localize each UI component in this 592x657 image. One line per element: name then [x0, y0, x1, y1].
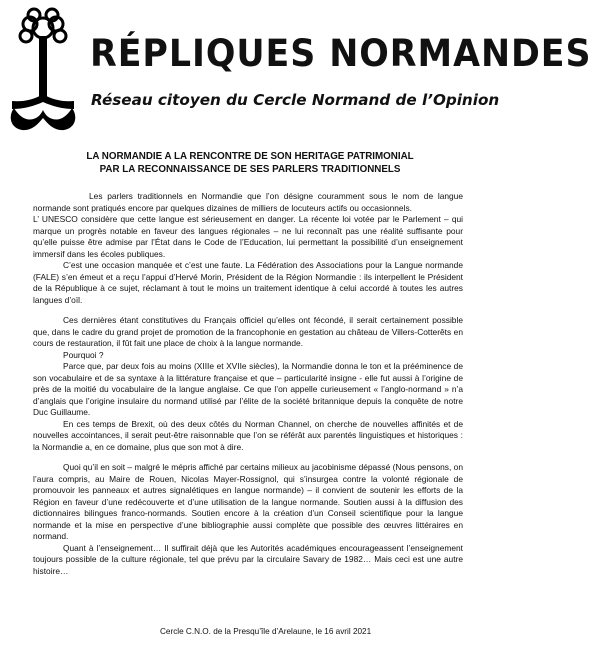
paragraph: Les parlers traditionnels en Normandie que l’on désigne couramment sous le nom de langue normande sont pratiqués encore par quelques dizaines de milliers de locuteurs actifs ou occasionnels. — [33, 191, 463, 213]
masthead-title: RÉPLIQUES NORMANDES — [90, 32, 592, 75]
paragraph: En ces temps de Brexit, où des deux côtés du Norman Channel, on cherche de nouvelles affinités et de nouvelles accointances, il serait peut-être raisonnable que l’on se référât aux parentés linguistiques et historiques : la Normandie a, en ce domaine, plus que son mot à dire. — [33, 418, 463, 452]
document-title-line-2: PAR LA RECONNAISSANCE DE SES PARLERS TRADITIONNELS — [99, 164, 401, 175]
paragraph: C’est une occasion manquée et c’est une faute. La Fédération des Associations pour la Langue normande (FALE) s’en émeut et a reçu l’appui d’Hervé Morin, Président de la Région Normandie : ils interpellent le Président de la République à ce sujet, réclamant à tout le moins un traitement identique à celui accordé à toutes les autres langues d’oïl. — [33, 260, 463, 305]
document-title — [40, 150, 460, 176]
paragraph: Parce que, par deux fois au moins (XIIIe et XVIIe siècles), la Normandie donna le ton et la prééminence de son vocabulaire et de sa syntaxe à la littérature française et que – particularité insigne - elle fut aussi à l’origine de près de la moitié du vocabulaire de la langue anglaise. Ce que l’on appelle curieusement « l’anglo-normand » n’a d’anglais que l’origine insulaire du normand utilisé par l’élite de la société britannique depuis la conquête de notre Duc Guillaume. — [33, 361, 463, 417]
paragraph: Quoi qu’il en soit – malgré le mépris affiché par certains milieux au jacobinisme dépassé (Nous pensons, on l’aura compris, au Maire de Rouen, Nicolas Mayer-Rossignol, qui s’insurgea contre la volonté régionale de promouvoir les panneaux et autres signalétiques en langue normande) – il convient de soutenir les efforts de la Région en faveur d’une redécouverte et d’une utilisation de la langue normande. Soutien aussi à la diffusion des dictionnaires bilingues franco-normands. Soutien encore à la création d’un Conseil scientifique pour la langue normande et la mise en perspective d’une bibliographie aussi complète que possible des œuvres littéraires en normand. — [33, 462, 463, 541]
oak-tree-emblem-icon — [4, 6, 82, 134]
masthead — [0, 0, 592, 140]
signature-line: Cercle C.N.O. de la Presqu’île d’Arelaune, le 16 avril 2021 — [160, 627, 372, 636]
paragraph: Ces dernières étant constitutives du Français officiel qu’elles ont fécondé, il serait certainement possible que, dans le cadre du grand projet de promotion de la francophonie en gestation au château de Villers-Cotterêts en cours de restauration, il fût fait une place de choix à la langue normande. — [33, 315, 463, 348]
paragraph: Quant à l’enseignement… Il suffirait déjà que les Autorités académiques encourageassent l’enseignement toujours possible de la culture régionale, tel que prévu par la circulaire Savary de 1982… Mais ceci est une autre histoire… — [33, 542, 463, 576]
document-body — [33, 191, 463, 577]
masthead-subtitle: Réseau citoyen du Cercle Normand de l’Opinion — [91, 91, 500, 109]
paragraph: Pourquoi ? — [63, 349, 104, 360]
document-title-line-1: LA NORMANDIE A LA RENCONTRE DE SON HERITAGE PATRIMONIAL — [86, 151, 414, 162]
paragraph: L’ UNESCO considère que cette langue est sérieusement en danger. La récente loi votée par le Parlement – qui marque un progrès notable en faveur des langues régionales – ne lui reconnaît pas une réalité suffisante pour qu’elle puisse être admise par l’État dans le Code de l’Education, lui permettant la possibilité d’un enseignement immersif dans les écoles publiques. — [33, 214, 463, 259]
